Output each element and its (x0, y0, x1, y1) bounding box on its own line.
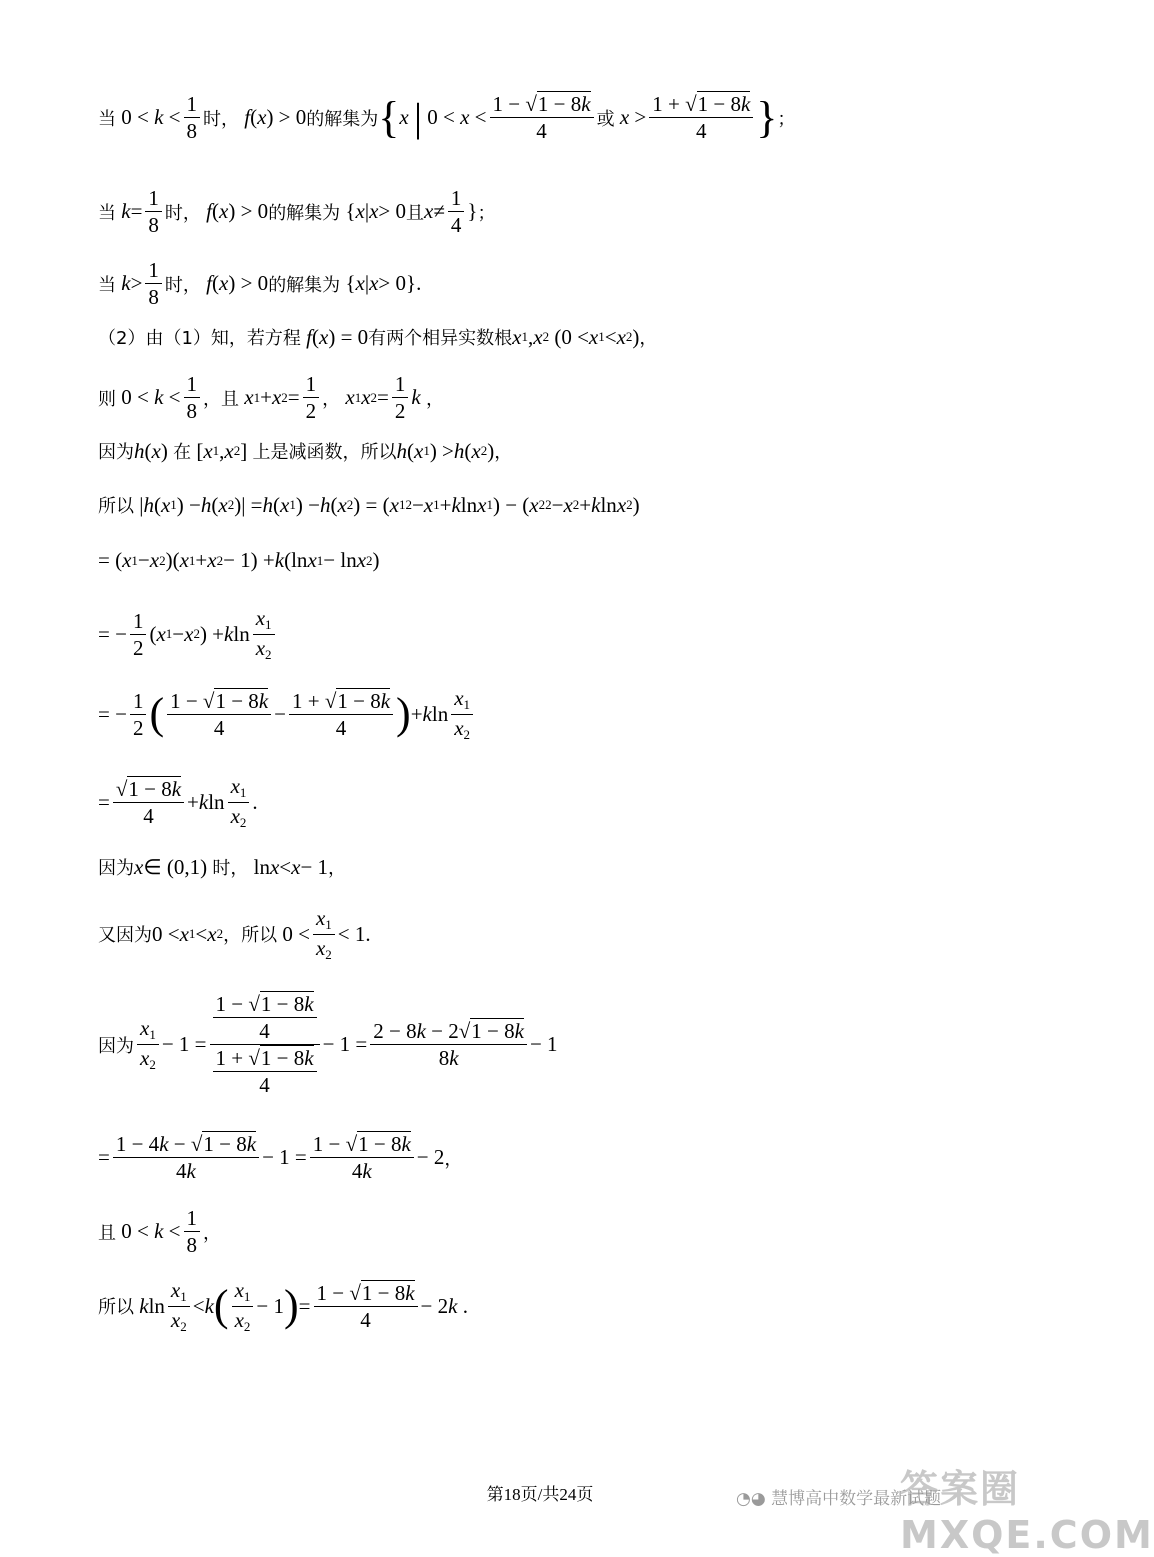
solution-line-9: = − $\frac{1}{2}$ ( x 1 − x 2 ) + k ln $\frac{x_1}{x_2}$ (98, 606, 278, 663)
watermark-label: 慧博高中数学最新试题 (771, 1489, 942, 1509)
wechat-icon: ◔◕ (736, 1489, 766, 1509)
solution-line-1: 当 0 < k < $\frac{1}{8}$ 时， f ( x ) > 0 的解集为 { x | 0 < x < $\frac{1 - √1 - 8k}{4}$ 或 x > $\frac{1 + √1 - 8k}{4}$ } ； (98, 92, 796, 144)
solution-line-10: = − $\frac{1}{2}$ ( $\frac{1 - √1 - 8k}{4}$ − $\frac{1 + √1 - 8k}{4}$ ) + k ln $\frac{x_1}{x_2}$ (98, 686, 476, 743)
solution-line-17: 所以 k ln $\frac{x_1}{x_2}$ < k ( $\frac{x_1}{x_2}$ − 1 ) = $\frac{1 - √1 - 8k}{4}$ − 2 k . (98, 1278, 468, 1334)
solution-line-3: 当 k > $\frac{1}{8}$ 时， f ( x ) > 0 的解集为 { x | x > 0}. (98, 258, 422, 310)
page-footer: 第18页/共24页 (486, 1485, 594, 1504)
solution-line-15: = $\frac{1 - 4k - √1 - 8k}{4k}$ − 1 = $\frac{1 - √1 - 8k}{4k}$ − 2 ， (98, 1132, 463, 1184)
solution-line-8: = ( x 1 − x 2 )( x 1 + x 2 − 1) + k (ln x 1 − ln x 2 ) (98, 548, 380, 572)
solution-line-16: 且 0 < k < $\frac{1}{8}$ ， (98, 1206, 222, 1258)
watermark-logo: 答案圈 MXQE.COM (900, 1467, 1154, 1557)
solution-line-6: 因为 h ( x ) 在 [ x 1 , x 2 ] 上是减函数，所以 h ( x 1 ) > h ( x 2 ) ， (98, 438, 513, 463)
solution-line-13: 又因为 0 < x 1 < x 2 ，所以 0 < $\frac{x_1}{x_2}$ < 1. (98, 906, 371, 962)
solution-line-14: 因为 $\frac{x_1}{x_2}$ − 1 = $\frac{\frac{1 - √1 - 8k}{4}}{\frac{1 + √1 - 8k}{4}}$ − 1 = $\frac{2 - 8k - 2√1 - 8k}{8k}$ − 1 (98, 992, 558, 1098)
solution-line-2: 当 k = $\frac{1}{8}$ 时， f ( x ) > 0 的解集为 { x | x > 0 且 x ≠ $\frac{1}{4}$ } ； (98, 186, 496, 238)
solution-line-11: = $\frac{√1 - 8k}{4}$ + k ln $\frac{x_1}{x_2}$ . (98, 774, 258, 830)
solution-line-7: 所以 | h ( x 1 ) − h ( x 2 )| = h ( x 1 ) − h ( x 2 ) = ( x 1 2 − x 1 + k ln x 1 ) − ( x 2 2 − x 2 + k ln x 2 ) (98, 492, 640, 517)
solution-line-4: （2）由（1）知，若方程 f ( x ) = 0 有两个相异实数根 x 1 , x 2 (0 < x 1 < x 2 ) ， (98, 324, 658, 349)
solution-line-5: 则 0 < k < $\frac{1}{8}$ ，且 x 1 + x 2 = $\frac{1}{2}$ ， x 1 x 2 = $\frac{1}{2}$ k ， (98, 372, 444, 424)
solution-line-12: 因为 x ∈ (0,1) 时， ln x < x − 1 ， (98, 854, 347, 879)
